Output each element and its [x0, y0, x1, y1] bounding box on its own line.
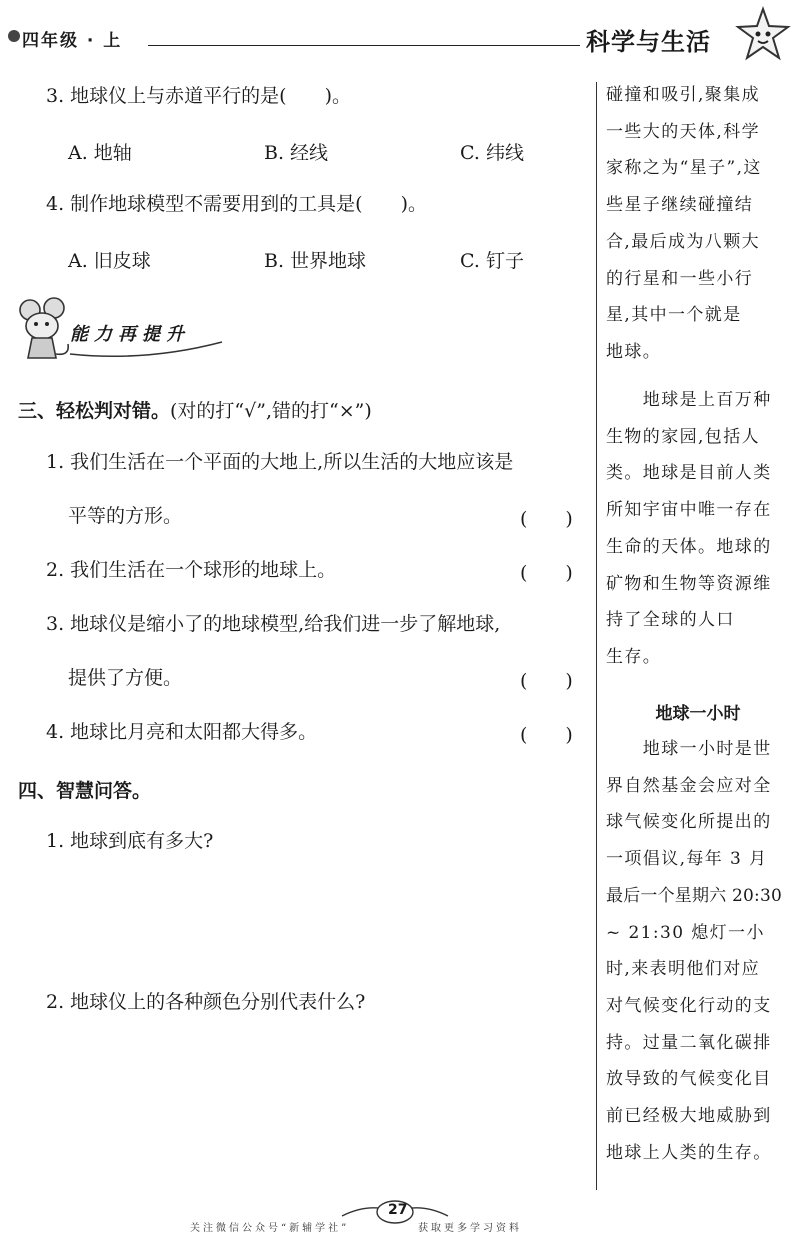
- judge-item-3-line-2: 提供了方便。: [68, 667, 183, 689]
- judge-item-3-answer-blank[interactable]: ( ): [520, 670, 573, 692]
- header-dot-icon: [8, 30, 20, 42]
- section-3-note: (对的打“√”,错的打“×”): [170, 400, 372, 422]
- sidebar-line: 家称之为“星子”,这: [606, 158, 762, 179]
- star-mascot-icon: [734, 6, 792, 64]
- sidebar-line: 前已经极大地威胁到: [606, 1106, 772, 1127]
- sidebar-paragraph-1: [606, 77, 790, 371]
- q3-option-a: A. 地轴: [68, 142, 132, 164]
- sidebar-line: 持。过量二氧化碳排: [606, 1032, 772, 1053]
- sidebar-line: 球气候变化所提出的: [606, 812, 772, 833]
- section-4-title: 四、智慧问答。: [18, 780, 152, 802]
- sidebar-line: 类。地球是目前人类: [606, 463, 772, 484]
- sidebar-line: ~ 21:30 熄灯一小: [606, 922, 765, 943]
- q4-option-c: C. 钉子: [460, 250, 524, 272]
- judge-item-3-line-1: 3. 地球仪是缩小了的地球模型,给我们进一步了解地球,: [46, 613, 501, 635]
- qa-item-2: 2. 地球仪上的各种颜色分别代表什么?: [46, 991, 366, 1013]
- sidebar-line: 的行星和一些小行: [606, 268, 754, 289]
- ability-banner-title: 能力再提升: [70, 324, 190, 345]
- sidebar-paragraph-2: [606, 382, 790, 676]
- sidebar-line: 对气候变化行动的支: [606, 995, 772, 1016]
- judge-item-1-line-1: 1. 我们生活在一个平面的大地上,所以生活的大地应该是: [46, 451, 514, 473]
- sidebar-line: 些星子继续碰撞结: [606, 195, 754, 216]
- sidebar-line: 星,其中一个就是: [606, 305, 742, 326]
- judge-item-1-line-2: 平等的方形。: [68, 505, 183, 527]
- column-divider: [596, 82, 597, 1190]
- q4-option-b: B. 世界地球: [264, 250, 367, 272]
- sidebar-line: 生命的天体。地球的: [606, 536, 772, 557]
- sidebar-line: 界自然基金会应对全: [606, 775, 772, 796]
- sidebar-line: 地球。: [606, 341, 662, 362]
- q3-option-b: B. 经线: [264, 142, 329, 164]
- sidebar-line: 放导致的气候变化目: [606, 1069, 772, 1090]
- grade-label: 四年级 · 上: [22, 31, 123, 51]
- sidebar-line: 所知宇宙中唯一存在: [606, 500, 772, 521]
- sidebar-line: 生存。: [606, 646, 662, 667]
- section-3-heading: 三、轻松判对错。: [18, 400, 171, 422]
- sidebar-paragraph-3: [606, 731, 790, 1171]
- judge-item-1-answer-blank[interactable]: ( ): [520, 508, 573, 530]
- footer-left-text: 关注微信公众号“新辅学社”: [190, 1223, 350, 1234]
- sidebar-line: 合,最后成为八颗大: [606, 231, 761, 252]
- sidebar-line: 持了全球的人口: [606, 610, 735, 631]
- sidebar-line: 生物的家园,包括人: [606, 426, 761, 447]
- question-4: 4. 制作地球模型不需要用到的工具是( )。: [46, 193, 427, 215]
- sidebar-line: 最后一个星期六 20:30: [606, 885, 782, 906]
- sidebar-line: 矿物和生物等资源维: [606, 573, 772, 594]
- qa-item-1: 1. 地球到底有多大?: [46, 830, 214, 852]
- footer-right-text: 获取更多学习资料: [418, 1223, 522, 1234]
- sidebar-line: 地球是上百万种: [606, 390, 772, 410]
- question-3: 3. 地球仪上与赤道平行的是( )。: [46, 85, 351, 107]
- page-number: 27: [388, 1202, 408, 1218]
- sidebar-line: 地球一小时是世: [606, 739, 772, 759]
- sidebar-line: 碰撞和吸引,聚集成: [606, 85, 761, 105]
- q3-option-c: C. 纬线: [460, 142, 524, 164]
- judge-item-2-answer-blank[interactable]: ( ): [520, 562, 573, 584]
- section-3-title: [18, 396, 372, 423]
- judge-item-4: 4. 地球比月亮和太阳都大得多。: [46, 721, 318, 743]
- sidebar-line: 地球上人类的生存。: [606, 1142, 772, 1163]
- header-rule: [148, 45, 580, 46]
- sidebar-line: 一项倡议,每年 3 月: [606, 849, 768, 870]
- subject-title: 科学与生活: [586, 28, 711, 56]
- sidebar-title: 地球一小时: [655, 704, 741, 724]
- sidebar-line: 一些大的天体,科学: [606, 121, 761, 142]
- judge-item-4-answer-blank[interactable]: ( ): [520, 724, 573, 746]
- judge-item-2: 2. 我们生活在一个球形的地球上。: [46, 559, 337, 581]
- sidebar-line: 时,来表明他们对应: [606, 959, 761, 980]
- q4-option-a: A. 旧皮球: [68, 250, 151, 272]
- mouse-mascot-icon: [12, 296, 74, 364]
